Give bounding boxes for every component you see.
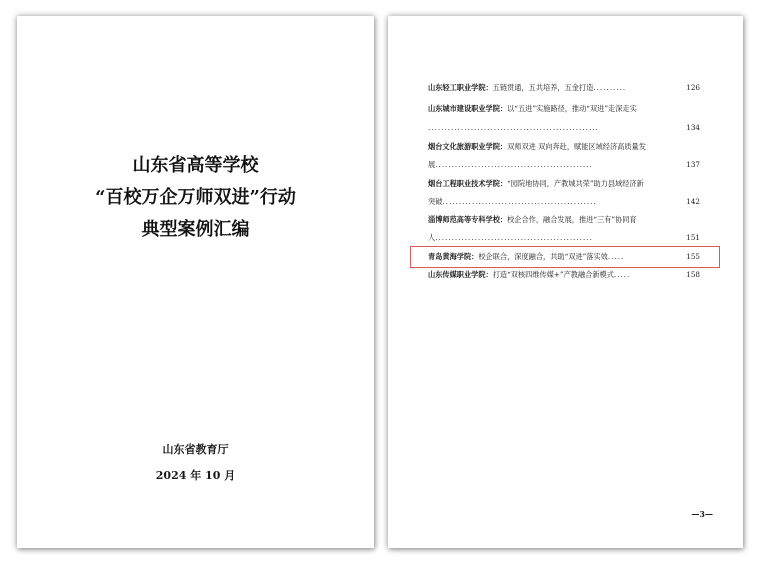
toc-title: 双师双进 双向奔赴，赋能区域经济高质量发 bbox=[507, 142, 646, 151]
cover-date: 2024 年 10 月 bbox=[155, 469, 236, 482]
toc-page-number: 134 bbox=[686, 123, 700, 132]
toc-entry-continuation bbox=[428, 233, 700, 243]
toc-title: 校企联合，深度融合，共助“双进”落实效 bbox=[478, 252, 608, 261]
toc-entry-continuation bbox=[428, 123, 700, 133]
toc-title-continued: 突破 bbox=[428, 197, 443, 206]
toc-leader: ............................................... bbox=[442, 197, 597, 206]
toc-entry bbox=[428, 179, 700, 189]
toc-title-continued: 人 bbox=[428, 233, 436, 242]
toc-org: 山东传媒职业学院： bbox=[428, 270, 493, 279]
toc-page-number: 158 bbox=[686, 270, 700, 279]
toc-org: 山东轻工职业学院： bbox=[428, 83, 493, 92]
toc-org: 烟台工程职业技术学院： bbox=[428, 179, 508, 188]
toc-leader: .................................................... bbox=[428, 123, 599, 132]
toc-entry bbox=[428, 83, 700, 93]
cover-page bbox=[17, 16, 374, 548]
toc-leader: ................................................ bbox=[435, 233, 593, 242]
page-number: —3— bbox=[691, 509, 713, 519]
toc-org: 山东城市建设职业学院： bbox=[428, 104, 508, 113]
toc-entry-continuation bbox=[428, 197, 700, 207]
toc-entry bbox=[428, 142, 700, 152]
toc-title: “园院地协同，产教城共荣”助力县域经济新 bbox=[507, 179, 644, 188]
toc-org: 青岛黄海学院： bbox=[428, 252, 479, 261]
cover-issuer: 山东省教育厅 bbox=[162, 443, 229, 456]
toc-leader: ..... bbox=[607, 252, 625, 261]
toc-entry-continuation bbox=[428, 160, 700, 170]
toc-page bbox=[388, 16, 743, 548]
toc-entry bbox=[428, 270, 700, 280]
cover-title-line-3: 典型案例汇编 bbox=[141, 219, 250, 240]
toc-page-number: 142 bbox=[686, 197, 700, 206]
toc-title: 打造“双核四维传媒+”产教融合新模式 bbox=[492, 270, 614, 279]
toc-title: 校企合作，融合发展，推进“三有”协同育 bbox=[507, 215, 637, 224]
toc-title: 五链贯通，五共培养，五金打造 bbox=[492, 83, 594, 92]
toc-org: 淄博师范高等专科学校： bbox=[428, 215, 508, 224]
toc-title-continued: 展 bbox=[428, 160, 436, 169]
toc-page-number: 126 bbox=[686, 83, 700, 92]
toc-leader: .......... bbox=[593, 83, 627, 92]
toc-entry bbox=[428, 104, 700, 114]
toc-page-number: 137 bbox=[686, 160, 700, 169]
toc-title: 以“五进”实施路径，推动“双进”走深走实 bbox=[507, 104, 637, 113]
toc-page-number: 155 bbox=[686, 252, 700, 261]
toc-leader: ................................................ bbox=[435, 160, 593, 169]
toc-leader: ..... bbox=[613, 270, 631, 279]
toc-org: 烟台文化旅游职业学院： bbox=[428, 142, 508, 151]
toc-entry-highlighted bbox=[428, 252, 700, 262]
cover-title-line-2: “百校万企万师双进”行动 bbox=[95, 187, 296, 208]
cover-title-line-1: 山东省高等学校 bbox=[132, 155, 259, 176]
toc-entry bbox=[428, 215, 700, 225]
toc-page-number: 151 bbox=[686, 233, 700, 242]
